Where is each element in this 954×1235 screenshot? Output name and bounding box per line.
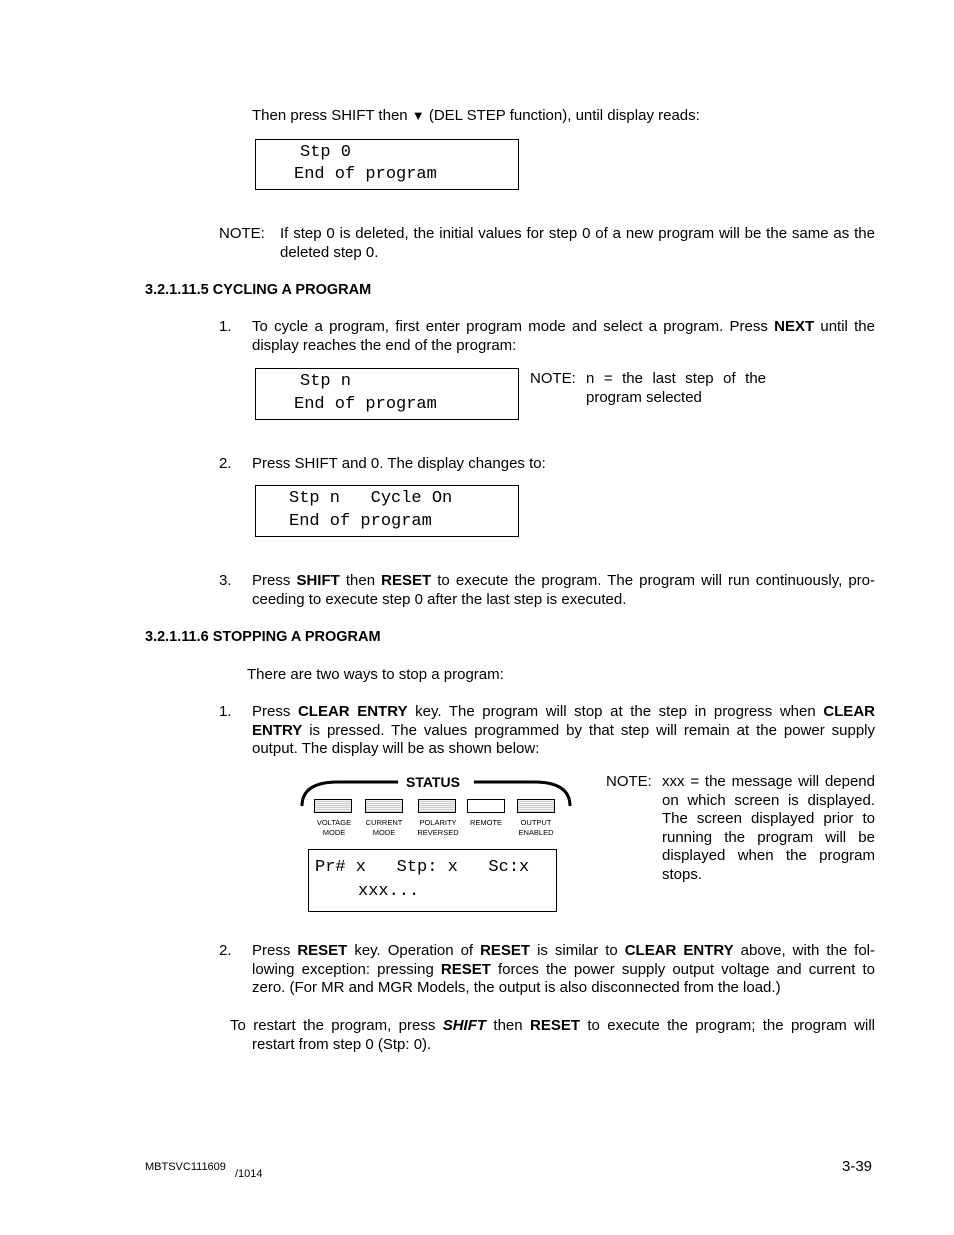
cycle-step-2-text: Press SHIFT and 0. The display changes to: xyxy=(252,455,546,472)
note-text: If step 0 is deleted, the initial values for step 0 of a new program will be the same as the deleted step 0. xyxy=(280,225,875,261)
text-run: To restart the program, press xyxy=(230,1017,443,1034)
text-run: to execute the program. The program will run continuously, pro-ceeding to execute step 0 after the last step is executed. xyxy=(252,572,876,608)
text-run: is pressed. The values programmed by that step will remain at the power supply output. The display will be as shown below: xyxy=(252,721,875,757)
note-text-line-2: program selected xyxy=(586,389,702,406)
section-heading-stopping: 3.2.1.11.6 STOPPING A PROGRAM xyxy=(145,629,381,645)
label-line: MODE xyxy=(372,827,396,837)
restart-paragraph xyxy=(218,1017,875,1054)
intro-text: Then press SHIFT then xyxy=(252,107,412,124)
output-enabled-indicator xyxy=(517,799,555,813)
key-name: SHIFT xyxy=(442,1017,487,1034)
lcd-line-2: End of program xyxy=(289,512,432,531)
text-run: to execute the program; the program will restart from step 0 (Stp: 0). xyxy=(252,1017,875,1053)
lcd-line-2: End of program xyxy=(294,165,437,184)
key-name: NEXT xyxy=(774,318,815,335)
text-run: Press xyxy=(252,942,298,959)
remote-indicator xyxy=(467,799,505,813)
note-label: NOTE: xyxy=(606,773,652,790)
lcd-line-1: Pr# x Stp: x Sc:x xyxy=(315,858,530,877)
label-line: OUTPUT xyxy=(520,818,552,827)
cycle-step-3-text xyxy=(252,572,875,609)
note-label: NOTE: xyxy=(530,370,576,387)
label-line: MODE xyxy=(322,827,346,837)
footer-doc-id: MBTSVC111609 xyxy=(145,1161,226,1173)
lcd-line-1: Stp n xyxy=(300,372,352,391)
label-line: REMOTE xyxy=(469,818,503,827)
text-run: key. The program will stop at the step in progress when xyxy=(407,703,824,720)
lcd-display-cycle-on xyxy=(255,485,519,537)
lcd-line-1: Stp 0 xyxy=(300,143,352,162)
key-name: RESET xyxy=(480,942,531,959)
cycle-step-1-text xyxy=(252,318,875,355)
text-run: forces the power supply output voltage and current to zero. (For MR and MGR Models, the output is also disconnected from the load.) xyxy=(252,960,876,996)
key-name: RESET xyxy=(440,960,491,978)
intro-line xyxy=(252,107,872,126)
key-name: CLEAR ENTRY xyxy=(252,703,875,739)
key-name: RESET xyxy=(529,1017,580,1034)
indicator-label xyxy=(354,818,414,837)
text-run: To cycle a program, first enter program mode and select a program. Press xyxy=(252,318,775,335)
status-title: STATUS xyxy=(406,774,460,790)
step-number: 2. xyxy=(219,455,232,472)
stop-step-2-text xyxy=(252,942,875,998)
footer-revision: /1014 xyxy=(235,1168,263,1180)
page-number: 3-39 xyxy=(842,1158,873,1175)
polarity-reversed-indicator xyxy=(418,799,456,813)
key-name: CLEAR ENTRY xyxy=(624,942,734,959)
voltage-mode-indicator xyxy=(314,799,352,813)
label-line: POLARITY xyxy=(419,818,457,827)
text-run: key. Operation of xyxy=(347,942,481,959)
text-run: Press xyxy=(252,703,298,720)
key-name: RESET xyxy=(297,942,348,959)
note-text: xxx = the message will depend on which screen is displayed. The screen displayed prior to running the program will be displayed when the program stops. xyxy=(662,773,875,883)
current-mode-indicator xyxy=(365,799,403,813)
label-line: VOLTAGE xyxy=(316,818,352,827)
status-panel xyxy=(298,770,574,915)
lcd-display-step0 xyxy=(255,139,519,190)
step-number: 3. xyxy=(219,572,232,589)
intro-text-after: (DEL STEP function), until display reads: xyxy=(424,107,700,124)
lcd-display-step-n xyxy=(255,368,519,420)
text-run: is similar to xyxy=(530,942,625,959)
section-heading-cycling: 3.2.1.11.5 CYCLING A PROGRAM xyxy=(145,282,372,298)
label-line: ENABLED xyxy=(518,827,554,837)
lcd-display-program-status xyxy=(308,849,557,912)
lcd-line-2: End of program xyxy=(294,395,437,414)
text-run: above, with the fol-lowing exception: pressing xyxy=(252,942,875,978)
lcd-line-1: Stp n Cycle On xyxy=(289,489,453,508)
step-number: 1. xyxy=(219,318,232,335)
note-text-line-1: n = the last step of the xyxy=(586,370,766,387)
stop-step-1-text xyxy=(252,703,875,759)
text-run: then xyxy=(339,572,382,589)
label-line: REVERSED xyxy=(417,827,459,837)
indicator-label xyxy=(506,818,566,837)
text-run: Press xyxy=(252,572,297,589)
stop-intro: There are two ways to stop a program: xyxy=(247,666,504,683)
text-run: then xyxy=(486,1017,530,1034)
down-arrow-icon: ▼ xyxy=(411,108,425,123)
lcd-line-2: xxx... xyxy=(358,882,420,901)
text-run: until the display reaches the end of the program: xyxy=(252,318,875,354)
label-line: CURRENT xyxy=(365,818,403,827)
key-name: RESET xyxy=(381,572,432,589)
step-number: 1. xyxy=(219,703,232,720)
note-label: NOTE: xyxy=(219,225,265,242)
key-name: SHIFT xyxy=(296,572,340,589)
key-name: CLEAR ENTRY xyxy=(297,703,408,720)
step-number: 2. xyxy=(219,942,232,959)
